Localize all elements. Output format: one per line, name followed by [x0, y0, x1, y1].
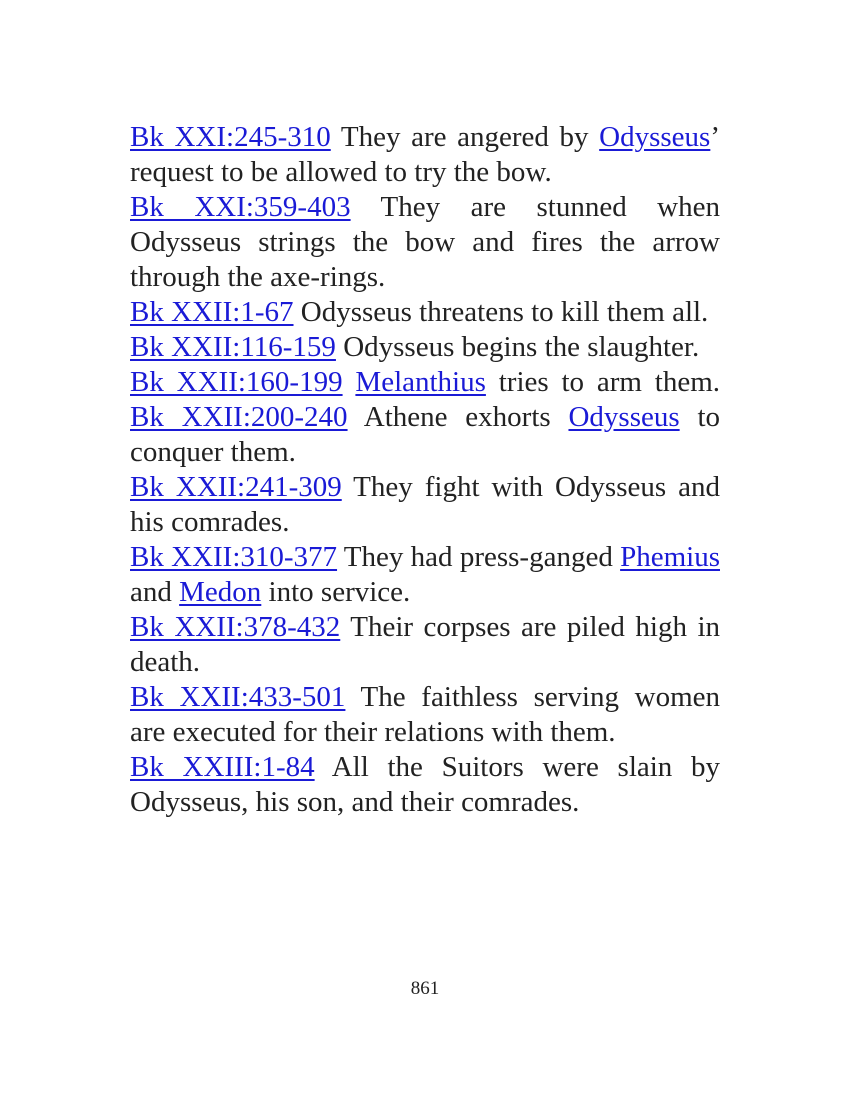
character-link-odysseus[interactable]: Odysseus — [568, 401, 680, 433]
entry-8: Bk XXII:310-377 They had press-ganged Phemius and Medon into service. — [130, 541, 720, 608]
character-link-odysseus[interactable]: Odysseus — [599, 121, 711, 153]
character-link-melanthius[interactable]: Melanthius — [355, 366, 486, 398]
entry-2: Bk XXI:359-403 They are stunned when Odysseus strings the bow and fires the arrow through the axe-rings. — [130, 191, 720, 293]
entry-3: Bk XXII:1-67 Odysseus threatens to kill them all. — [130, 296, 709, 328]
character-link-phemius[interactable]: Phemius — [620, 541, 720, 573]
page-number: 861 — [410, 978, 440, 999]
entry-5: Bk XXII:160-199 Melanthius tries to arm them. — [130, 366, 720, 398]
reference-link[interactable]: Bk XXI:245-310 — [130, 121, 331, 153]
reference-link[interactable]: Bk XXII:310-377 — [130, 541, 338, 573]
reference-link[interactable]: Bk XXII:116-159 — [130, 331, 336, 363]
reference-link[interactable]: Bk XXII:200-240 — [130, 401, 348, 433]
reference-link[interactable]: Bk XXIII:1-84 — [130, 751, 315, 783]
entry-6: Bk XXII:200-240 Athene exhorts Odysseus to conquer them. — [130, 401, 720, 468]
entry-1: Bk XXI:245-310 They are angered by Odysseus’ request to be allowed to try the bow. — [130, 121, 721, 188]
reference-link[interactable]: Bk XXI:359-403 — [130, 191, 351, 223]
entry-10: Bk XXII:433-501 The faithless serving women are executed for their relations with them. — [130, 681, 720, 748]
reference-link[interactable]: Bk XXII:433-501 — [130, 681, 346, 713]
entry-9: Bk XXII:378-432 Their corpses are piled high in death. — [130, 611, 721, 678]
entry-11: Bk XXIII:1-84 All the Suitors were slain by Odysseus, his son, and their comrades. — [130, 751, 721, 818]
reference-link[interactable]: Bk XXII:241-309 — [130, 471, 342, 503]
character-link-medon[interactable]: Medon — [179, 576, 262, 608]
index-entries — [130, 120, 720, 820]
reference-link[interactable]: Bk XXII:378-432 — [130, 611, 341, 643]
entry-7: Bk XXII:241-309 They fight with Odysseus and his comrades. — [130, 471, 720, 538]
entry-4: Bk XXII:116-159 Odysseus begins the slaughter. — [130, 331, 700, 363]
reference-link[interactable]: Bk XXII:160-199 — [130, 366, 343, 398]
reference-link[interactable]: Bk XXII:1-67 — [130, 296, 294, 328]
